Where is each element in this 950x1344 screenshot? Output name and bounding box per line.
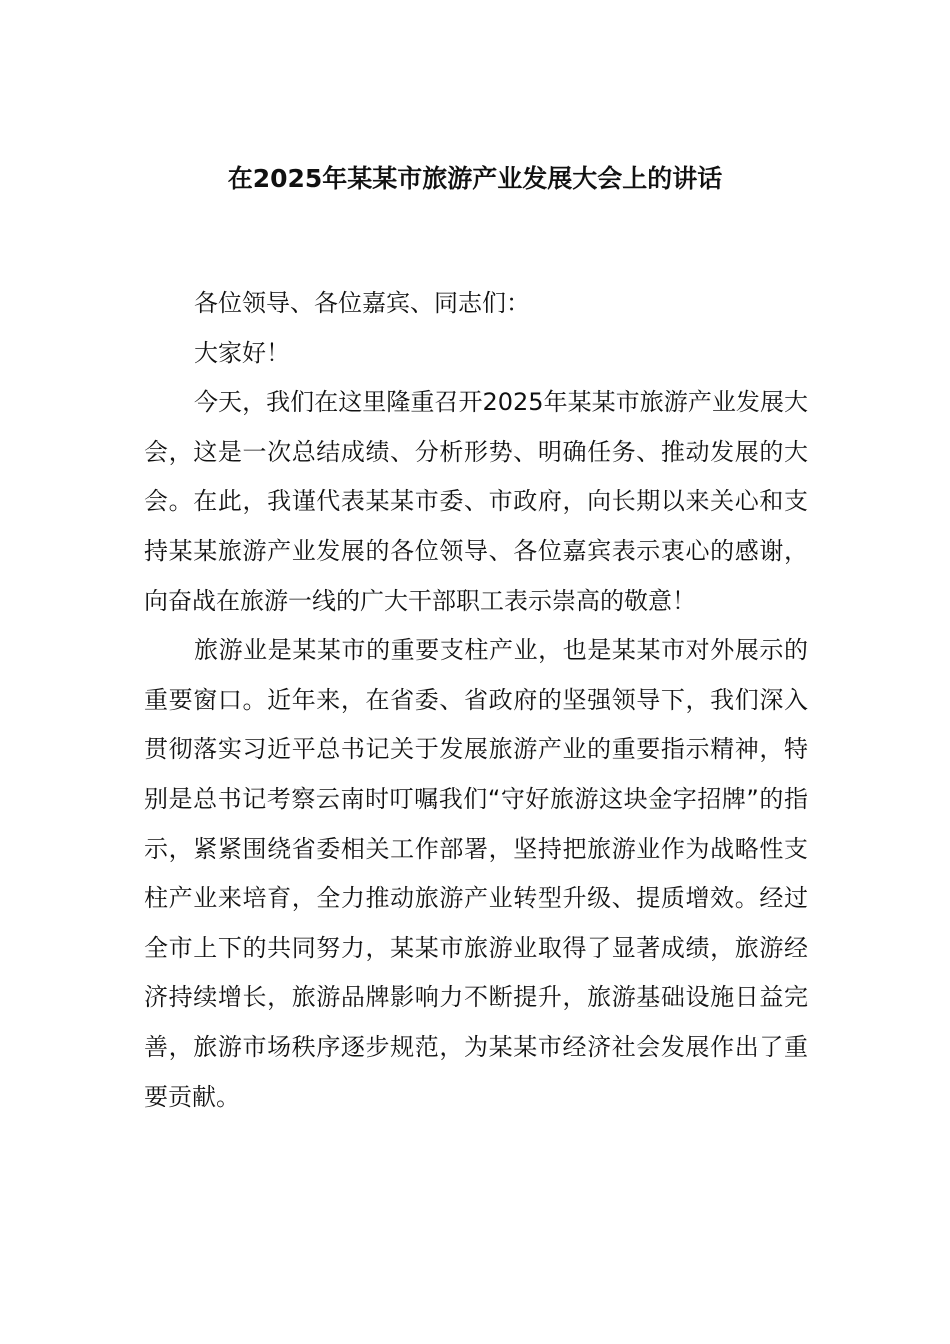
- document-body: [144, 279, 808, 1122]
- greeting-paragraph: 大家好！: [194, 338, 290, 367]
- salutation-paragraph: 各位领导、各位嘉宾、同志们：: [194, 289, 530, 317]
- tourism-overview-paragraph: 旅游业是某某市的重要支柱产业，也是某某市对外展示的重要窗口。近年来，在省委、省政府的坚强领导下，我们深入贯彻落实习近平总书记关于发展旅游产业的重要指示精神，特别是总书记考察云南时叮嘱我们“守好旅游这块金字招牌”的指示，紧紧围绕省委相关工作部署，坚持把旅游业作为战略性支柱产业来培育，全力推动旅游产业转型升级、提质增效。经过全市上下的共同努力，某某市旅游业取得了显著成绩，旅游经济持续增长，旅游品牌影响力不断提升，旅游基础设施日益完善，旅游市场秩序逐步规范，为某某市经济社会发展作出了重要贡献。: [144, 636, 808, 1111]
- document-title: 在2025年某某市旅游产业发展大会上的讲话: [227, 164, 723, 193]
- opening-paragraph: 今天，我们在这里隆重召开2025年某某市旅游产业发展大会，这是一次总结成绩、分析形势、明确任务、推动发展的大会。在此，我谨代表某某市委、市政府，向长期以来关心和支持某某旅游产业发展的各位领导、各位嘉宾表示衷心的感谢，向奋战在旅游一线的广大干部职工表示崇高的敬意！: [144, 388, 808, 615]
